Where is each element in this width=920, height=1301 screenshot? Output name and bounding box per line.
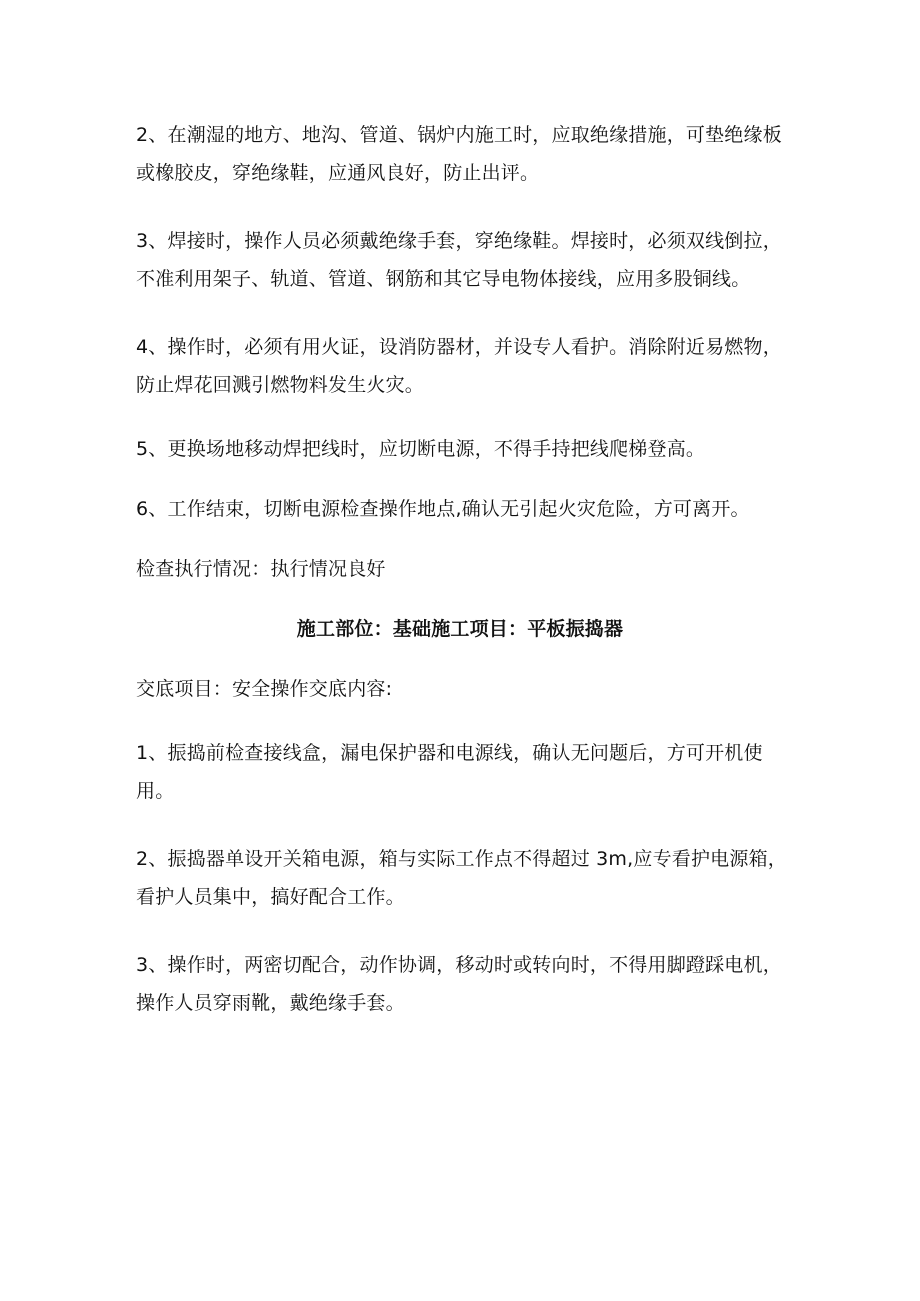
welding-item-4: 4、操作时，必须有用火证，设消防器材，并设专人看护。消除附近易燃物，防止焊花回溅引燃物料发生火灾。	[136, 336, 782, 396]
disclosure-intro: 交底项目：安全操作交底内容:	[136, 678, 393, 700]
welding-item-2: 2、在潮湿的地方、地沟、管道、锅炉内施工时，应取绝缘措施，可垫绝缘板或橡胶皮，穿绝缘鞋，应通风良好，防止出评。	[136, 124, 782, 184]
welding-item-6: 6、工作结束，切断电源检查操作地点,确认无引起火灾危险，方可离开。	[136, 498, 750, 520]
vibrator-item-2: 2、振捣器单设开关箱电源，箱与实际工作点不得超过 3m,应专看护电源箱，看护人员集中，搞好配合工作。	[136, 848, 787, 908]
inspection-status: 检查执行情况：执行情况良好	[136, 558, 386, 580]
welding-item-5: 5、更换场地移动焊把线时，应切断电源，不得手持把线爬梯登高。	[136, 438, 706, 460]
welding-item-3: 3、焊接时，操作人员必须戴绝缘手套，穿绝缘鞋。焊接时，必须双线倒拉，不准利用架子、轨道、管道、钢筋和其它导电物体接线，应用多股铜线。	[136, 230, 782, 290]
vibrator-item-3: 3、操作时，两密切配合，动作协调，移动时或转向时，不得用脚蹬踩电机，操作人员穿雨靴，戴绝缘手套。	[136, 954, 782, 1014]
vibrator-item-1: 1、振捣前检查接线盒，漏电保护器和电源线，确认无问题后，方可开机使用。	[136, 742, 763, 802]
section-heading: 施工部位：基础施工项目：平板振捣器	[296, 618, 624, 640]
